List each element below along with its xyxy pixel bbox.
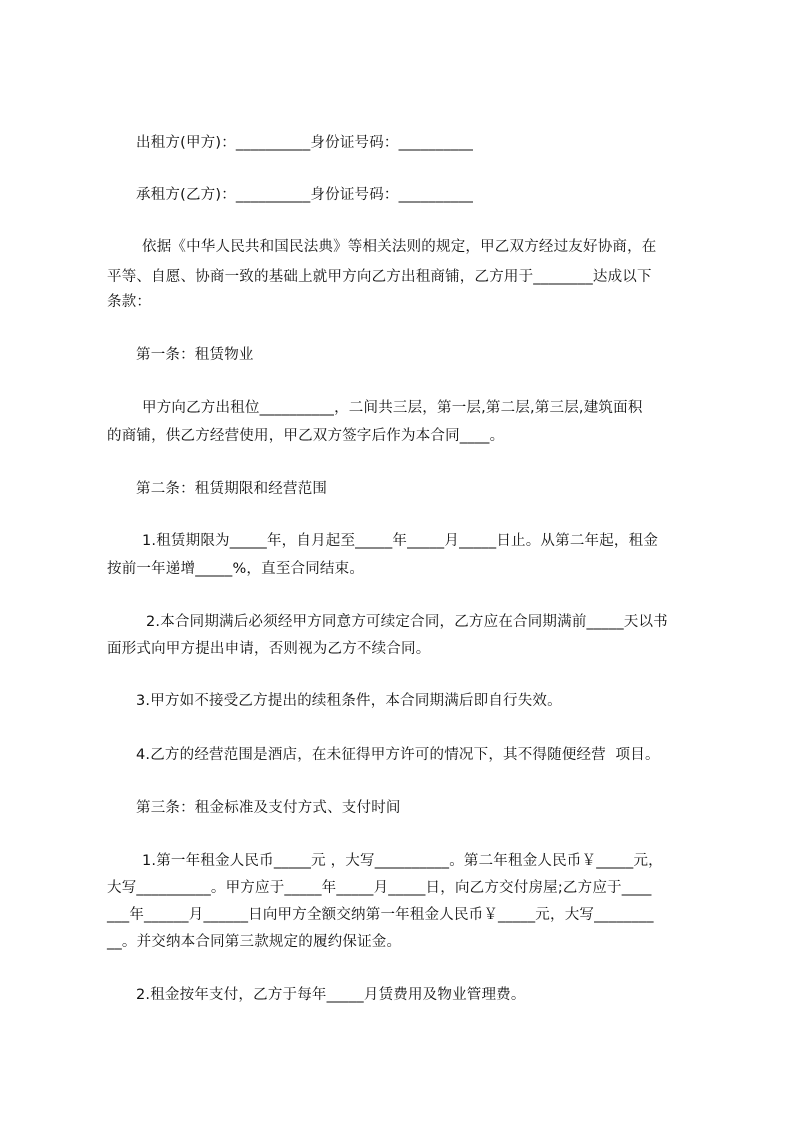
article2-item1-line2: 按前一年递增_____%，直至合同结束。 (107, 561, 365, 577)
article2-title: 第二条：租赁期限和经营范围 (136, 481, 328, 497)
article3-item1-line3: ___年______月______日向甲方全额交纳第一年租金人民币￥_____元，大写________ (107, 907, 654, 923)
article3-item2: 2.租金按年支付，乙方于每年_____月赁费用及物业管理费。 (136, 987, 526, 1003)
article3-item1-line2: 大写__________。甲方应于_____年_____月_____日，向乙方交付房屋;乙方应于____ (107, 880, 652, 896)
article3-title: 第三条：租金标准及支付方式、支付时间 (136, 800, 401, 816)
article1-body-line-1: 甲方向乙方出租位__________，二间共三层，第一层,第二层,第三层,建筑面积 (142, 400, 643, 416)
article2-item4: 4.乙方的经营范围是酒店，在未征得甲方许可的情况下，其不得随便经营 项目。 (136, 747, 660, 763)
preamble-line-3: 条款： (107, 294, 152, 310)
article2-item1-line1: 1.租赁期限为_____年，自月起至_____年_____月_____日止。从第二年起，租金 (142, 533, 659, 549)
preamble-line-2: 平等、自愿、协商一致的基础上就甲方向乙方出租商铺，乙方用于________达成以下 (107, 269, 652, 285)
article1-title: 第一条：租赁物业 (136, 347, 254, 363)
lessor-line: 出租方(甲方)：__________身份证号码：__________ (136, 135, 474, 151)
article2-item2-line2: 面形式向甲方提出申请，否则视为乙方不续合同。 (107, 641, 431, 657)
article1-body-line-2: 的商铺，供乙方经营使用，甲乙双方签字后作为本合同____。 (107, 428, 505, 444)
lessee-line: 承租方(乙方)：__________身份证号码：__________ (136, 187, 474, 203)
preamble-line-1: 依据《中华人民共和国民法典》等相关法则的规定，甲乙双方经过友好协商，在 (142, 239, 657, 255)
article2-item3: 3.甲方如不接受乙方提出的续租条件，本合同期满后即自行失效。 (136, 693, 562, 709)
article3-item1-line4: __。并交纳本合同第三款规定的履约保证金。 (107, 934, 402, 950)
article2-item2-line1: 2.本合同期满后必须经甲方同意方可续定合同，乙方应在合同期满前_____天以书 (146, 614, 668, 630)
article3-item1-line1: 1.第一年租金人民币_____元 ，大写__________。第二年租金人民币￥_____元， (142, 853, 663, 869)
